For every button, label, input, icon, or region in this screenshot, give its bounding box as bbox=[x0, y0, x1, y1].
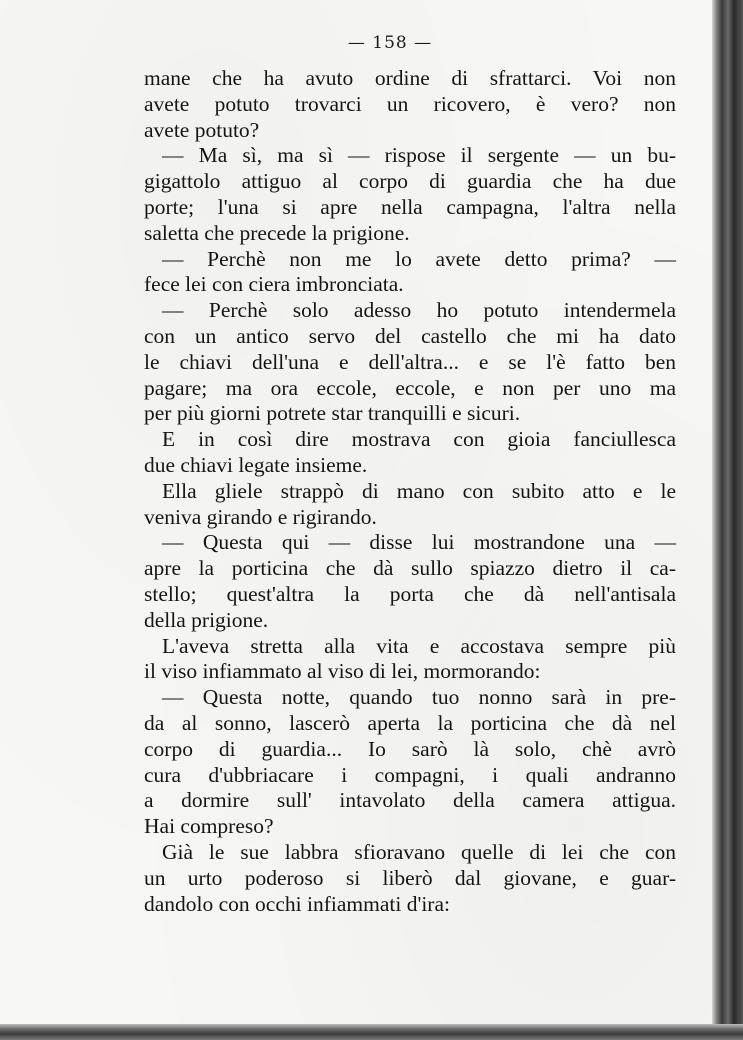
text-line: — Perchè solo adesso ho potuto intendermela bbox=[162, 298, 676, 323]
text-line: E in così dire mostrava con gioia fanciullesca bbox=[162, 427, 676, 452]
text-line: — Questa notte, quando tuo nonno sarà in pre- bbox=[162, 685, 676, 710]
text-line: porte; l'una si apre nella campagna, l'altra nella bbox=[144, 194, 676, 219]
text-line: — Ma sì, ma sì — rispose il sergente — un bu- bbox=[162, 143, 676, 168]
text-line: della prigione. bbox=[144, 607, 269, 632]
text-line: avete potuto trovarci un ricovero, è vero? non bbox=[144, 91, 676, 116]
text-line: cura d'ubbriacare i compagni, i quali andranno bbox=[144, 762, 676, 787]
text-line: a dormire sull' intavolato della camera attigua. bbox=[144, 788, 676, 813]
text-line: L'aveva stretta alla vita e accostava sempre più bbox=[162, 633, 676, 658]
text-line: saletta che precede la prigione. bbox=[144, 220, 410, 245]
text-line: il viso infiammato al viso di lei, mormorando: bbox=[144, 659, 541, 684]
text-line: apre la porticina che dà sullo spiazzo dietro il ca- bbox=[144, 556, 676, 581]
text-line: Ella gliele strappò di mano con subito atto e le bbox=[162, 478, 676, 503]
text-line: due chiavi legate insieme. bbox=[144, 452, 368, 477]
text-line: corpo di guardia... Io sarò là solo, chè avrò bbox=[144, 736, 676, 761]
text-line: veniva girando e rigirando. bbox=[144, 504, 377, 529]
text-line: — Perchè non me lo avete detto prima? — bbox=[162, 246, 676, 271]
page-number: — 158 — bbox=[347, 33, 433, 53]
page-edge-right bbox=[712, 0, 743, 1040]
text-line: per più giorni potrete star tranquilli e sicuri. bbox=[144, 401, 521, 426]
body-text bbox=[144, 66, 676, 917]
text-line: stello; quest'altra la porta che dà nell'antisala bbox=[144, 581, 676, 606]
text-line: dandolo con occhi infiammati d'ira: bbox=[144, 891, 450, 916]
text-line: Già le sue labbra sfioravano quelle di lei che con bbox=[162, 839, 676, 864]
text-line: gigattolo attiguo al corpo di guardia che ha due bbox=[144, 169, 676, 194]
text-line: — Questa qui — disse lui mostrandone una — bbox=[162, 530, 676, 555]
text-line: con un antico servo del castello che mi ha dato bbox=[144, 323, 676, 348]
text-line: pagare; ma ora eccole, eccole, e non per uno ma bbox=[144, 375, 676, 400]
page-edge-bottom bbox=[0, 1024, 743, 1040]
text-line: un urto poderoso si liberò dal giovane, e guar- bbox=[144, 865, 676, 890]
text-line: fece lei con ciera imbronciata. bbox=[144, 272, 404, 297]
text-line: mane che ha avuto ordine di sfrattarci. Voi non bbox=[144, 66, 676, 90]
text-line: le chiavi dell'una e dell'altra... e se l'è fatto ben bbox=[144, 349, 676, 374]
text-line: avete potuto? bbox=[144, 117, 260, 142]
text-line: Hai compreso? bbox=[144, 814, 274, 839]
text-line: da al sonno, lascerò aperta la porticina che dà nel bbox=[144, 710, 676, 735]
